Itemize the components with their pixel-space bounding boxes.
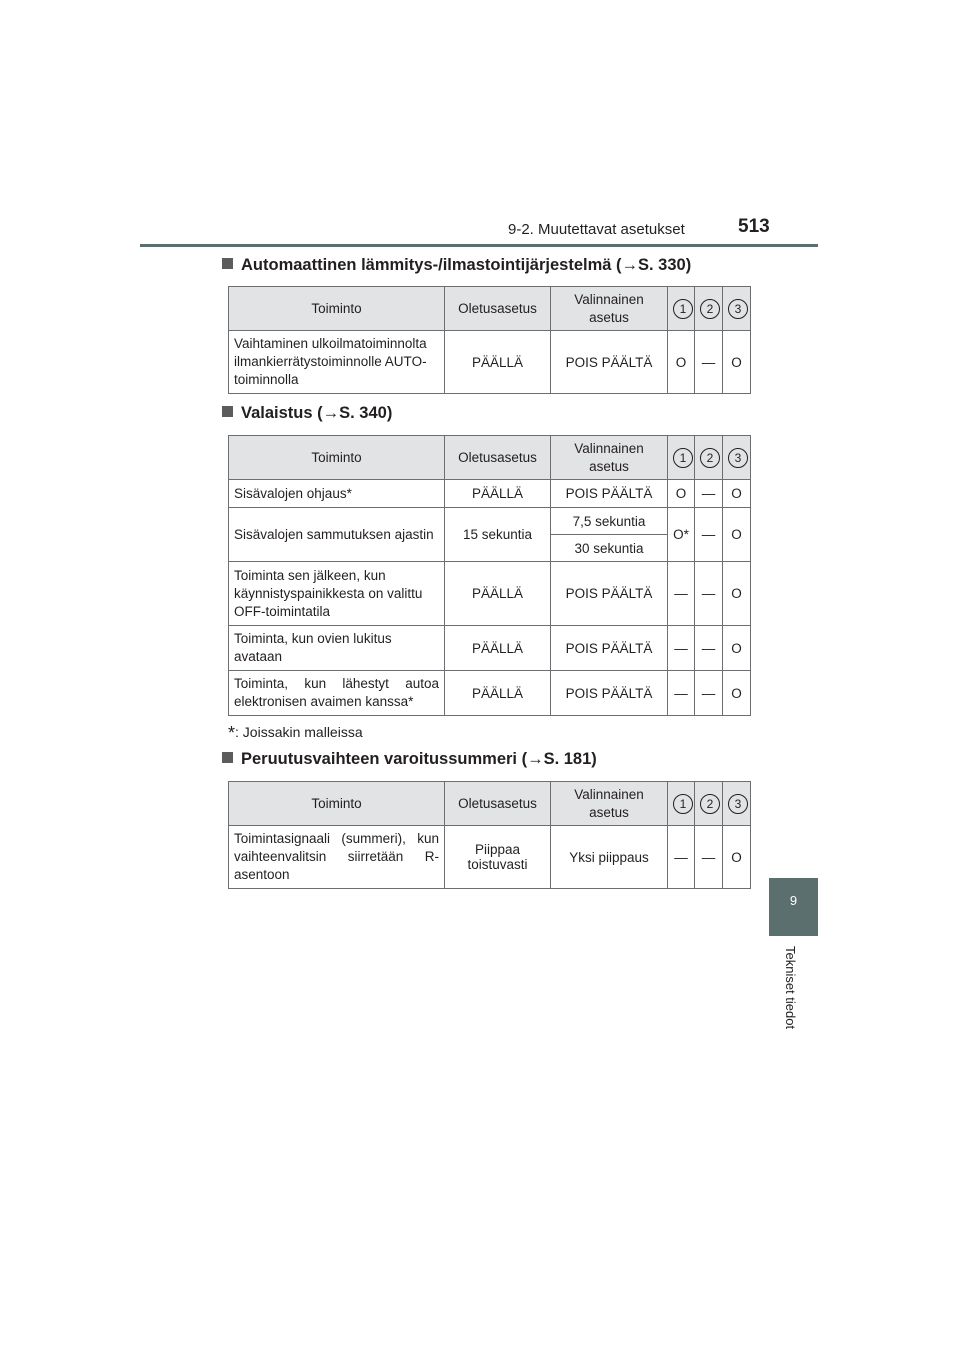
settings-table-climate: [228, 286, 751, 394]
chapter-tab: 9: [769, 878, 818, 936]
cell-optional: POIS PÄÄLTÄ: [551, 331, 668, 394]
col-2: [695, 287, 723, 331]
cell-function: Toiminta, kun lähestyt autoa elektronisen avaimen kanssa*: [229, 671, 445, 716]
cell-default: PÄÄLLÄ: [445, 626, 551, 671]
settings-table-lighting: [228, 435, 751, 716]
circled-1: 1: [673, 448, 693, 468]
page-header: [0, 0, 960, 250]
chapter-label: [780, 946, 800, 1056]
col-1: [668, 287, 695, 331]
table-row: [229, 626, 751, 671]
col-1: [668, 782, 695, 826]
table-row: [229, 508, 751, 535]
cell-function: Toimintasignaali (summeri), kun vaihteenvalitsin siirretään R-asentoon: [229, 826, 445, 889]
cell-function: Vaihtaminen ulkoilmatoiminnolta ilmankierrätystoiminnolle AUTO-toiminnolla: [229, 331, 445, 394]
table-row: [229, 671, 751, 716]
cell-2: —: [695, 331, 723, 394]
cell-optional-alt: 30 sekuntia: [551, 535, 668, 562]
cell-default: PÄÄLLÄ: [445, 671, 551, 716]
circled-2: 2: [700, 448, 720, 468]
cell-2: —: [695, 826, 723, 889]
table-row: [229, 826, 751, 889]
cell-1: —: [668, 562, 695, 626]
col-3: [723, 436, 751, 480]
cell-3: O: [723, 671, 751, 716]
cell-3: O: [723, 480, 751, 508]
cell-default: PÄÄLLÄ: [445, 480, 551, 508]
cell-1: O: [668, 331, 695, 394]
section-heading-text: Peruutusvaihteen varoitussummeri (→S. 181): [241, 750, 597, 768]
cell-2: —: [695, 562, 723, 626]
footnote: [228, 723, 363, 744]
table-row: [229, 562, 751, 626]
cell-optional: POIS PÄÄLTÄ: [551, 626, 668, 671]
cell-1: O: [668, 480, 695, 508]
col-2: [695, 782, 723, 826]
square-bullet-icon: [222, 406, 233, 417]
cell-3: O: [723, 331, 751, 394]
cell-3: O: [723, 562, 751, 626]
col-default: Oletusasetus: [445, 436, 551, 480]
section-title: 9-2. Muutettavat asetukset: [508, 221, 685, 238]
cell-function: Sisävalojen sammutuksen ajastin: [229, 508, 445, 562]
circled-2: 2: [700, 299, 720, 319]
page-number: 513: [738, 216, 770, 237]
col-2: [695, 436, 723, 480]
cell-default: 15 sekuntia: [445, 508, 551, 562]
cell-2: —: [695, 508, 723, 562]
col-3: [723, 287, 751, 331]
circled-3: 3: [728, 794, 748, 814]
col-default: Oletusasetus: [445, 287, 551, 331]
cell-3: O: [723, 826, 751, 889]
circled-1: 1: [673, 299, 693, 319]
section-heading-text: Valaistus (→S. 340): [241, 404, 393, 422]
circled-1: 1: [673, 794, 693, 814]
cell-function: Toiminta sen jälkeen, kun käynnistyspainikkesta on valittu OFF-toimintatila: [229, 562, 445, 626]
section-heading-reverse: [222, 750, 597, 769]
table-row: [229, 480, 751, 508]
chapter-label-text: Tekniset tiedot: [783, 946, 798, 1030]
cell-optional: Yksi piippaus: [551, 826, 668, 889]
col-default: Oletusasetus: [445, 782, 551, 826]
cell-default: PÄÄLLÄ: [445, 331, 551, 394]
col-optional: Valinnainen asetus: [551, 436, 668, 480]
section-heading-climate: [222, 256, 691, 275]
cell-optional: POIS PÄÄLTÄ: [551, 480, 668, 508]
cell-function: Toiminta, kun ovien lukitus avataan: [229, 626, 445, 671]
footnote-text: : Joissakin malleissa: [235, 724, 363, 740]
footnote-mark: *: [228, 723, 236, 743]
cell-function: Sisävalojen ohjaus*: [229, 480, 445, 508]
circled-3: 3: [728, 448, 748, 468]
cell-optional: POIS PÄÄLTÄ: [551, 671, 668, 716]
settings-table-reverse: [228, 781, 751, 889]
cell-default: Piippaa toistuvasti: [445, 826, 551, 889]
table-row: [229, 331, 751, 394]
circled-2: 2: [700, 794, 720, 814]
circled-3: 3: [728, 299, 748, 319]
section-heading-lighting: [222, 404, 392, 423]
col-optional: Valinnainen asetus: [551, 782, 668, 826]
cell-2: —: [695, 626, 723, 671]
cell-1: —: [668, 671, 695, 716]
section-heading-text: Automaattinen lämmitys-/ilmastointijärjestelmä (→S. 330): [241, 256, 692, 274]
square-bullet-icon: [222, 258, 233, 269]
col-1: [668, 436, 695, 480]
cell-optional: POIS PÄÄLTÄ: [551, 562, 668, 626]
col-function: Toiminto: [229, 436, 445, 480]
cell-2: —: [695, 480, 723, 508]
cell-3: O: [723, 508, 751, 562]
cell-1: —: [668, 826, 695, 889]
cell-1: —: [668, 626, 695, 671]
col-function: Toiminto: [229, 782, 445, 826]
cell-1: O*: [668, 508, 695, 562]
cell-2: —: [695, 671, 723, 716]
cell-3: O: [723, 626, 751, 671]
header-rule: [140, 244, 818, 247]
col-optional: Valinnainen asetus: [551, 287, 668, 331]
col-3: [723, 782, 751, 826]
cell-optional: 7,5 sekuntia: [551, 508, 668, 535]
col-function: Toiminto: [229, 287, 445, 331]
cell-default: PÄÄLLÄ: [445, 562, 551, 626]
square-bullet-icon: [222, 752, 233, 763]
